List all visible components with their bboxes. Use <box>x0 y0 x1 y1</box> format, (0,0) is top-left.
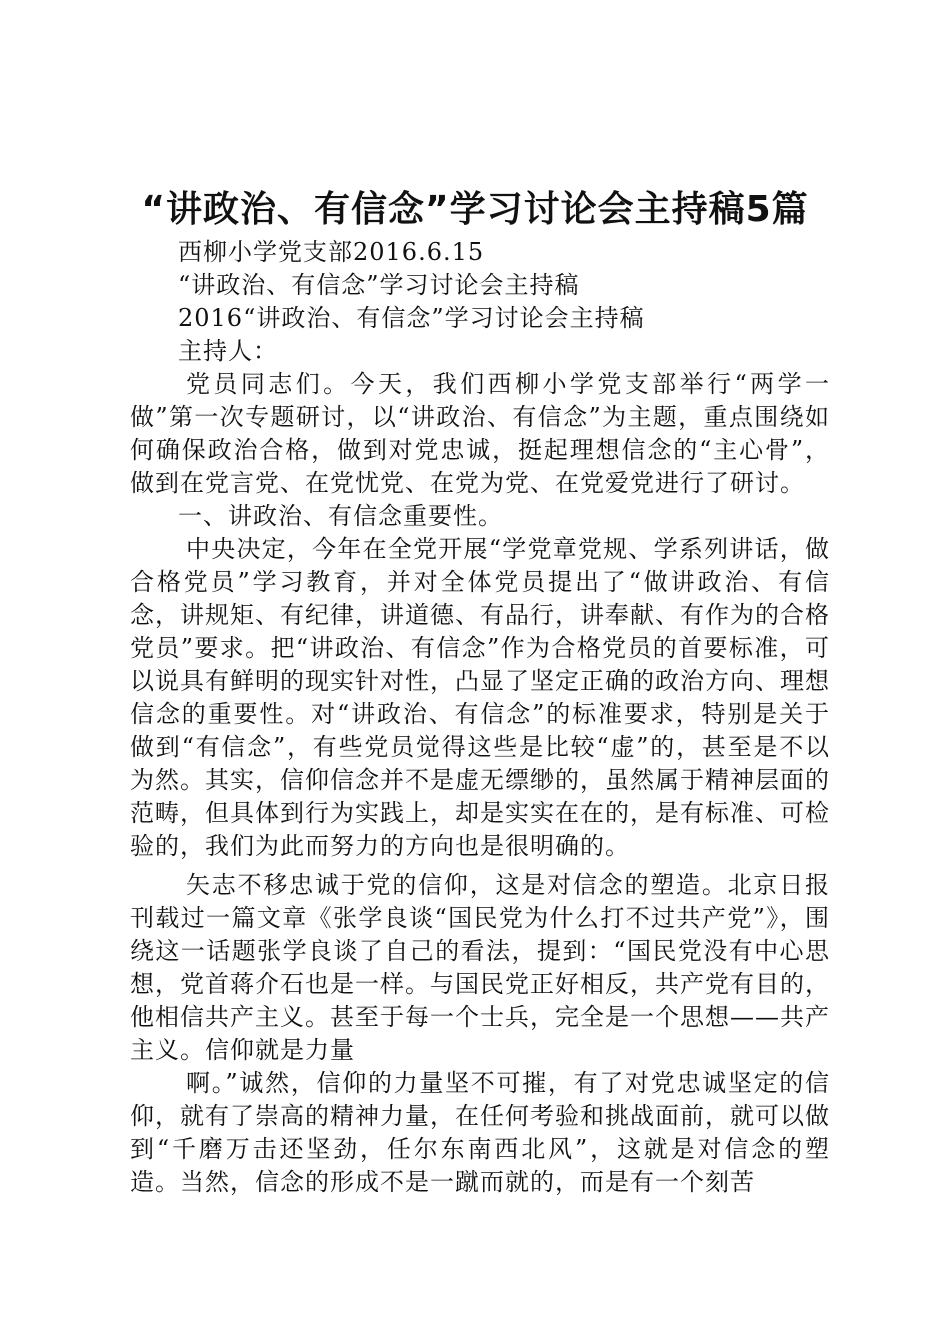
host-label: 主持人： <box>178 337 278 365</box>
paragraph: 矢志不移忠诚于党的信仰，这是对信念的塑造。北京日报刊载过一篇文章《张学良谈“国民党为什么打不过共产党”》，围绕这一话题张学良谈了自己的看法，提到：“国民党没有中心思想，党首蒋介石也是一样。与国民党正好相反，共产党有目的，他相信共产主义。甚至于每一个士兵，完全是一个思想——共产主义。信仰就是力量 <box>130 871 830 1064</box>
subtitle-line: “讲政治、有信念”学习讨论会主持稿 <box>178 271 580 299</box>
section-heading: 一、讲政治、有信念重要性。 <box>178 502 503 530</box>
meta-line: 西柳小学党支部2016.6.15 <box>178 238 485 266</box>
subtitle-line: 2016“讲政治、有信念”学习讨论会主持稿 <box>178 304 645 332</box>
document-body <box>130 236 830 1199</box>
paragraph: 党员同志们。今天，我们西柳小学党支部举行“两学一做”第一次专题研讨，以“讲政治、有信念”为主题，重点围绕如何确保政治合格，做到对党忠诚，挺起理想信念的“主心骨”，做到在党言党、在党忧党、在党为党、在党爱党进行了研讨。 <box>130 370 830 497</box>
document-title: “讲政治、有信念”学习讨论会主持稿5篇 <box>141 189 809 230</box>
paragraph: 中央决定，今年在全党开展“学党章党规、学系列讲话，做合格党员”学习教育，并对全体党员提出了“做讲政治、有信念，讲规矩、有纪律，讲道德、有品行，讲奉献、有作为的合格党员”要求。把“讲政治、有信念”作为合格党员的首要标准，可以说具有鲜明的现实针对性，凸显了坚定正确的政治方向、理想信念的重要性。对“讲政治、有信念”的标准要求，特别是关于做到“有信念”，有些党员觉得这些是比较“虚”的，甚至是不以为然。其实，信仰信念并不是虚无缥缈的，虽然属于精神层面的范畴，但具体到行为实践上，却是实实在在的，是有标准、可检验的，我们为此而努力的方向也是很明确的。 <box>130 535 830 860</box>
paragraph: 啊。”诚然，信仰的力量坚不可摧，有了对党忠诚坚定的信仰，就有了崇高的精神力量，在任何考验和挑战面前，就可以做到“千磨万击还坚劲，任尔东南西北风”，这就是对信念的塑造。当然，信念的形成不是一蹴而就的，而是有一个刻苦 <box>130 1069 830 1196</box>
